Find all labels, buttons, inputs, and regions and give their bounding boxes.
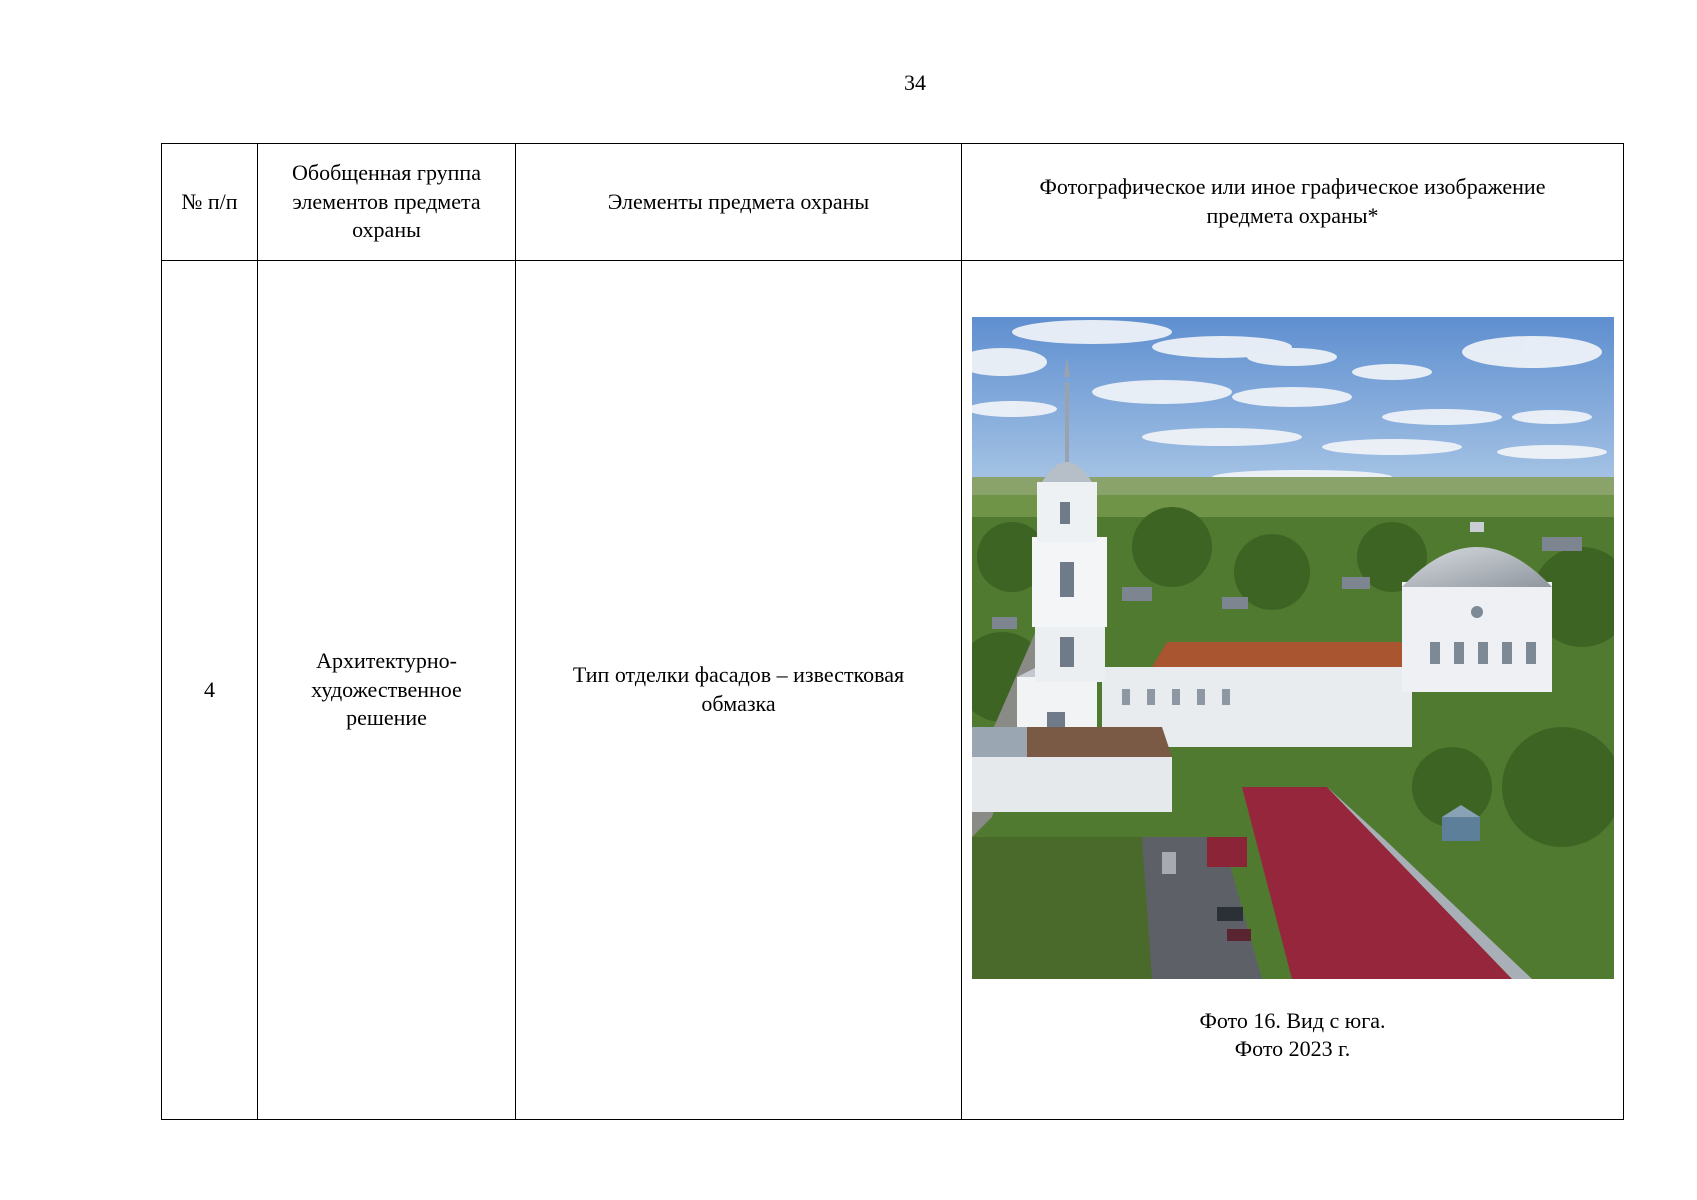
row-element: Тип отделки фасадов – известковая обмазка: [516, 261, 962, 1120]
photo-caption-line2: Фото 2023 г.: [1234, 1036, 1351, 1061]
header-elements: Элементы предмета охраны: [516, 144, 962, 261]
header-number: № п/п: [162, 144, 258, 261]
protection-table: [161, 143, 1624, 1120]
header-image: Фотографическое или иное графическое изображение предмета охраны*: [962, 144, 1624, 261]
page-number: 34: [904, 70, 926, 95]
row-group: Архитектурно-художественное решение: [258, 261, 516, 1120]
photo-caption-line1: Фото 16. Вид с юга.: [1199, 1007, 1386, 1033]
table-header-row: [162, 144, 1624, 261]
header-group: Обобщенная группа элементов предмета охраны: [258, 144, 516, 261]
photo-caption: [972, 1007, 1613, 1063]
row-number: 4: [162, 261, 258, 1120]
row-photo-cell: [962, 261, 1624, 1120]
church-photo: [972, 317, 1614, 979]
table-row: [162, 261, 1624, 1120]
